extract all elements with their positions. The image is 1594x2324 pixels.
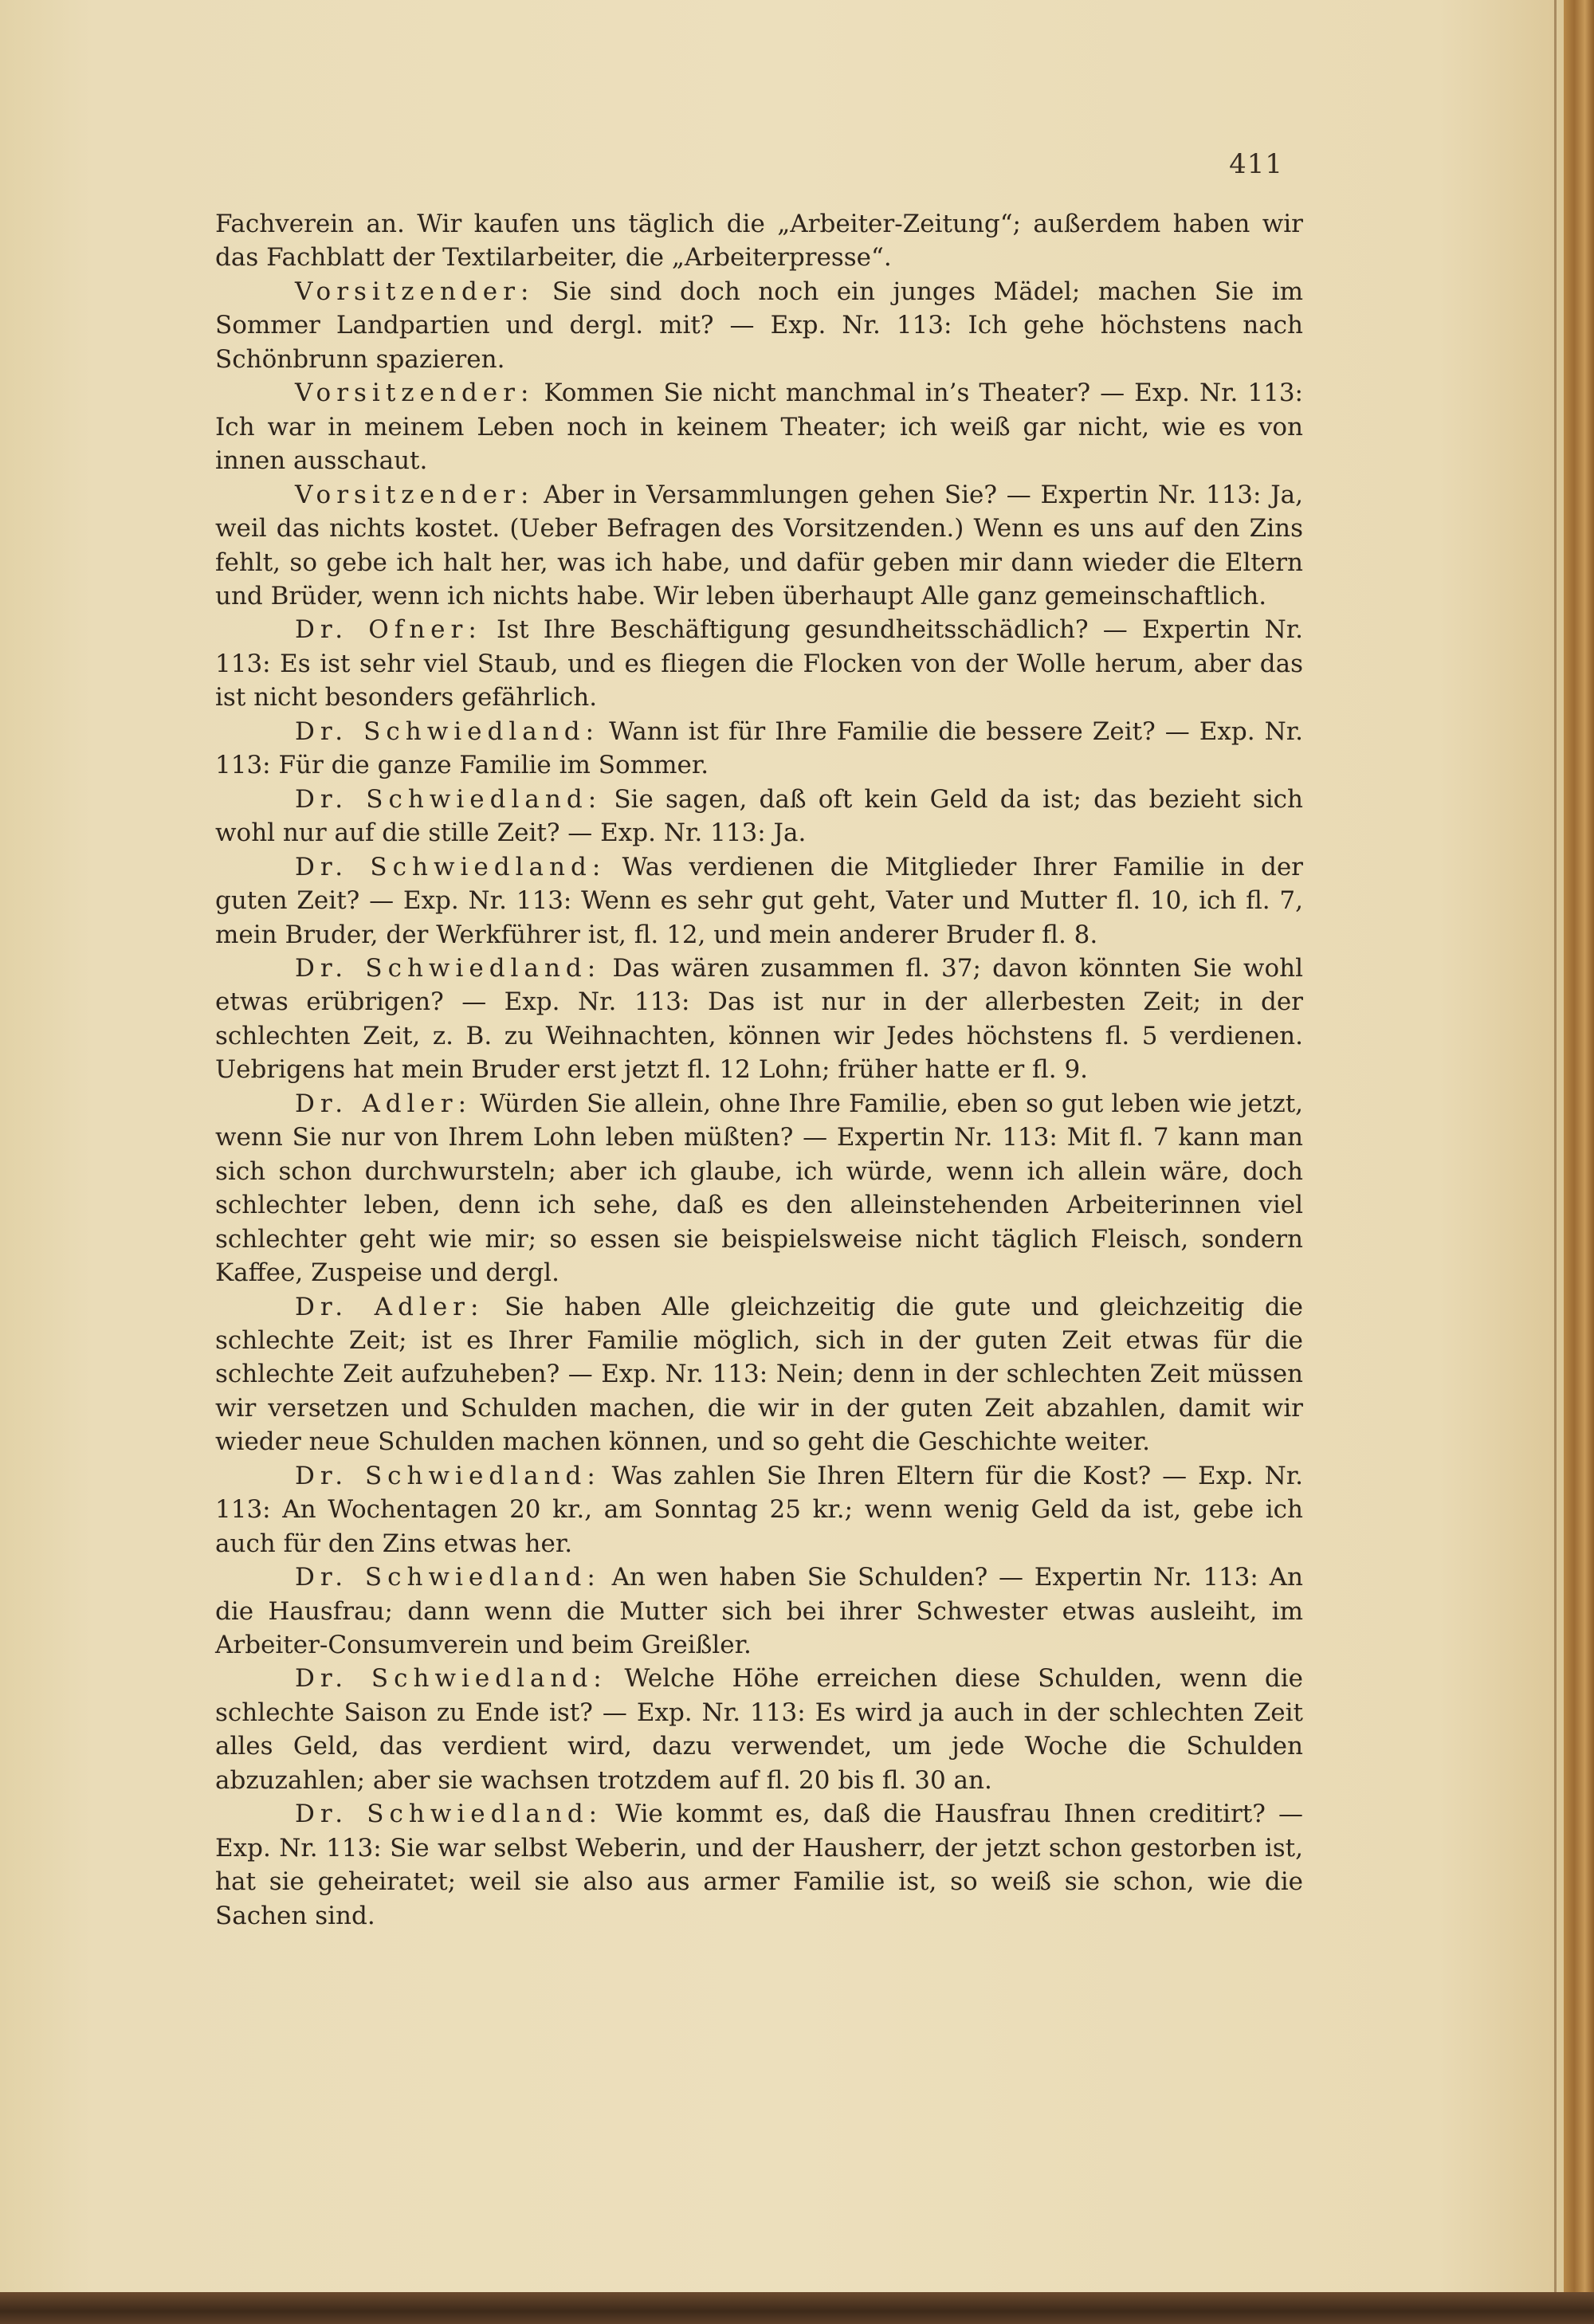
paragraph (215, 1087, 1303, 1290)
speaker-name: Dr. Schwiedland: (295, 953, 602, 983)
paragraph-text: Ist Ihre Beschäftigung gesundheitsschädlich? — Expertin Nr. 113: Es ist sehr viel Staub, und es fliegen die Flocken von der Wolle herum, aber das ist nicht besonders gefährlich. (215, 615, 1303, 713)
paragraph-text: Würden Sie allein, ohne Ihre Familie, eben so gut leben wie jetzt, wenn Sie nur von Ihrem Lohn leben müßten? — Expertin Nr. 113: Mit fl. 7 kann man sich schon durchwursteln; aber ich glaube, ich würde, wenn ich allein wäre, doch schlechter leben, denn ich sehe, daß es den alleinstehenden Arbeiterinnen viel schlechter geht wie mir; so essen sie beispielsweise nicht täglich Fleisch, sondern Kaffee, Zuspeise und dergl. (215, 1089, 1304, 1288)
speaker-name: Dr. Adler: (295, 1292, 485, 1321)
paragraph-text: Welche Höhe erreichen diese Schulden, wenn die schlechte Saison zu Ende ist? — Exp. Nr. 113: Es wird ja auch in der schlechten Zeit alles Geld, das verdient wird, dazu verwendet, um jede Woche die Schulden abzuzahlen; aber sie wachsen trotzdem auf fl. 20 bis fl. 30 an. (215, 1664, 1303, 1795)
paragraph-text: Sie sind doch noch ein junges Mädel; machen Sie im Sommer Landpartien und dergl. mit? — Exp. Nr. 113: Ich gehe höchstens nach Schönbrunn spazieren. (215, 277, 1304, 374)
paragraph (215, 850, 1303, 952)
speaker-name: Dr. Schwiedland: (295, 1563, 601, 1592)
paragraph-text: Sie sagen, daß oft kein Geld da ist; das bezieht sich wohl nur auf die stille Zeit? — Exp. Nr. 113: Ja. (215, 784, 1303, 848)
speaker-name: Dr. Schwiedland: (295, 1664, 607, 1694)
page-number: 411 (1229, 148, 1283, 180)
paragraph (215, 715, 1303, 783)
speaker-name: Dr. Schwiedland: (295, 1461, 601, 1490)
paragraph (215, 1290, 1303, 1459)
paragraph (215, 376, 1303, 477)
paragraph-text: An wen haben Sie Schulden? — Expertin Nr. 113: An die Hausfrau; dann wenn die Mutter sich bei ihrer Schwester etwas ausleiht, im Arbeiter-Consumverein und beim Greißler. (215, 1563, 1303, 1660)
speaker-name: Dr. Ofner: (295, 615, 482, 645)
paragraph (215, 1560, 1303, 1662)
paragraph-text: Wie kommt es, daß die Hausfrau Ihnen creditirt? — Exp. Nr. 113: Sie war selbst Weberin, und der Hausherr, der jetzt schon gestorben ist, hat sie geheiratet; weil sie also aus armer Familie ist, so weiß sie schon, wie die Sachen sind. (215, 1800, 1303, 1930)
speaker-name: Dr. Adler: (295, 1089, 473, 1118)
paragraph (215, 207, 1303, 275)
paragraph (215, 1797, 1303, 1933)
paragraph-text: Was verdienen die Mitglieder Ihrer Familie in der guten Zeit? — Exp. Nr. 113: Wenn es sehr gut geht, Vater und Mutter fl. 10, ich fl. 7, mein Bruder, der Werkführer ist, fl. 12, und mein anderer Bruder fl. 8. (215, 852, 1304, 949)
paragraph-text: Wann ist für Ihre Familie die bessere Zeit? — Exp. Nr. 113: Für die ganze Familie im Sommer. (215, 716, 1303, 780)
body-text (215, 207, 1303, 1933)
speaker-name: Dr. Schwiedland: (295, 716, 600, 746)
speaker-name: Vorsitzender: (295, 379, 535, 408)
paragraph (215, 952, 1303, 1087)
speaker-name: Dr. Schwiedland: (295, 852, 607, 881)
paragraph-text: Aber in Versammlungen gehen Sie? — Expertin Nr. 113: Ja, weil das nichts kostet. (Ueber Befragen des Vorsitzenden.) Wenn es uns auf den Zins fehlt, so gebe ich halt her, was ich habe, und dafür geben mir dann wieder die Eltern und Brüder, wenn ich nichts habe. Wir leben überhaupt Alle ganz gemeinschaftlich. (215, 480, 1303, 610)
paragraph (215, 613, 1303, 714)
paragraph-text: Sie haben Alle gleichzeitig die gute und gleichzeitig die schlechte Zeit; ist es Ihrer Familie möglich, sich in der guten Zeit etwas für die schlechte Zeit aufzuheben? — Exp. Nr. 113: Nein; denn in der schlechten Zeit müssen wir versetzen und Schulden machen, die wir in der guten Zeit abzahlen, damit wir wieder neue Schulden machen können, und so geht die Geschichte weiter. (215, 1292, 1304, 1457)
paragraph (215, 783, 1303, 850)
page-edge-shadow (1554, 0, 1557, 2324)
speaker-name: Vorsitzender: (295, 480, 535, 509)
book-binding-edge (1564, 0, 1594, 2324)
paragraph (215, 275, 1303, 376)
speaker-name: Vorsitzender: (295, 277, 535, 306)
speaker-name: Dr. Schwiedland: (295, 784, 603, 814)
paragraph-text: Was zahlen Sie Ihren Eltern für die Kost? — Exp. Nr. 113: An Wochentagen 20 kr., am Sonntag 25 kr.; wenn wenig Geld da ist, gebe ich auch für den Zins etwas her. (215, 1461, 1303, 1558)
paragraph-text: Das wären zusammen fl. 37; davon könnten Sie wohl etwas erübrigen? — Exp. Nr. 113: Das ist nur in der allerbesten Zeit; in der schlechten Zeit, z. B. zu Weihnachten, können wir Jedes höchstens fl. 5 verdienen. Uebrigens hat mein Bruder erst jetzt fl. 12 Lohn; früher hatte er fl. 9. (215, 953, 1303, 1085)
scan-bottom-border (0, 2292, 1594, 2324)
paragraph-text: Fachverein an. Wir kaufen uns täglich die „Arbeiter-Zeitung“; außerdem haben wir das Fachblatt der Textilarbeiter, die „Arbeiterpresse“. (215, 210, 1303, 273)
speaker-name: Dr. Schwiedland: (295, 1800, 603, 1829)
paragraph-text: Kommen Sie nicht manchmal in’s Theater? — Exp. Nr. 113: Ich war in meinem Leben noch in keinem Theater; ich weiß gar nicht, wie es von innen ausschaut. (215, 379, 1304, 476)
paragraph (215, 1662, 1303, 1797)
paragraph (215, 478, 1303, 614)
paragraph (215, 1459, 1303, 1560)
